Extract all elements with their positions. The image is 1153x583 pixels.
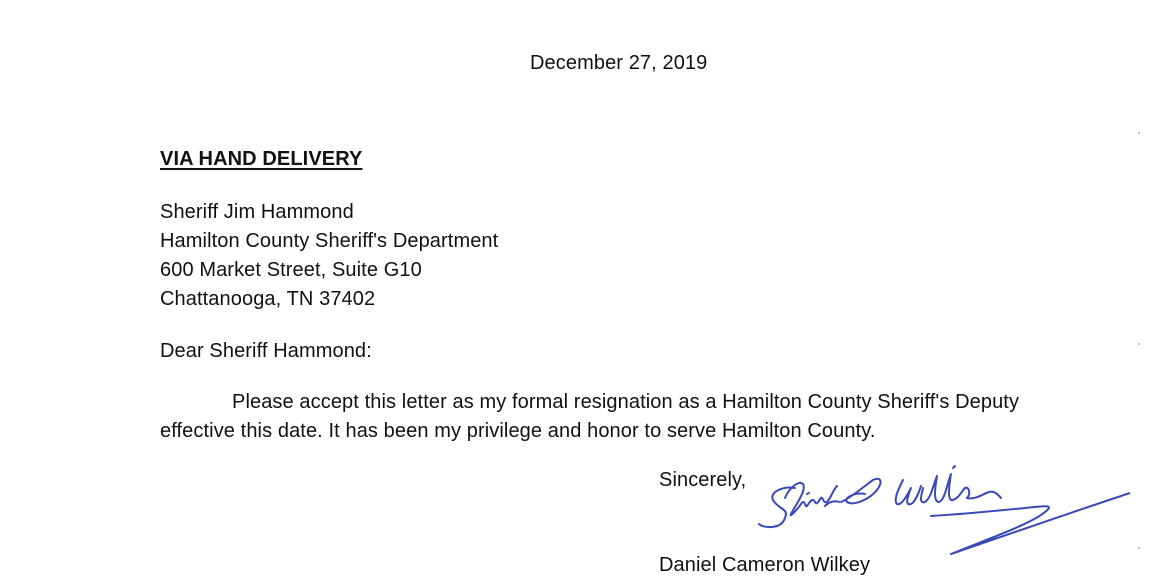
scan-speck xyxy=(1138,132,1140,134)
recipient-city-state-zip: Chattanooga, TN 37402 xyxy=(160,288,376,310)
salutation: Dear Sheriff Hammond: xyxy=(160,340,372,362)
recipient-department: Hamilton County Sheriff's Department xyxy=(160,230,499,252)
body-line-1: Please accept this letter as my formal resignation as a Hamilton County Sheriff's Deputy xyxy=(232,391,1020,413)
recipient-name: Sheriff Jim Hammond xyxy=(160,201,354,223)
body-paragraph xyxy=(160,388,1100,446)
body-line-2: effective this date. It has been my privilege and honor to serve Hamilton County. xyxy=(160,420,876,442)
closing: Sincerely, xyxy=(659,469,747,491)
scan-speck xyxy=(1138,547,1140,549)
recipient-address-block xyxy=(160,198,498,314)
delivery-method: VIA HAND DELIVERY xyxy=(160,148,363,170)
recipient-street: 600 Market Street, Suite G10 xyxy=(160,259,422,281)
letter-date: December 27, 2019 xyxy=(530,52,708,74)
scan-speck xyxy=(1138,343,1140,345)
signature-name: Daniel Cameron Wilkey xyxy=(659,554,871,576)
